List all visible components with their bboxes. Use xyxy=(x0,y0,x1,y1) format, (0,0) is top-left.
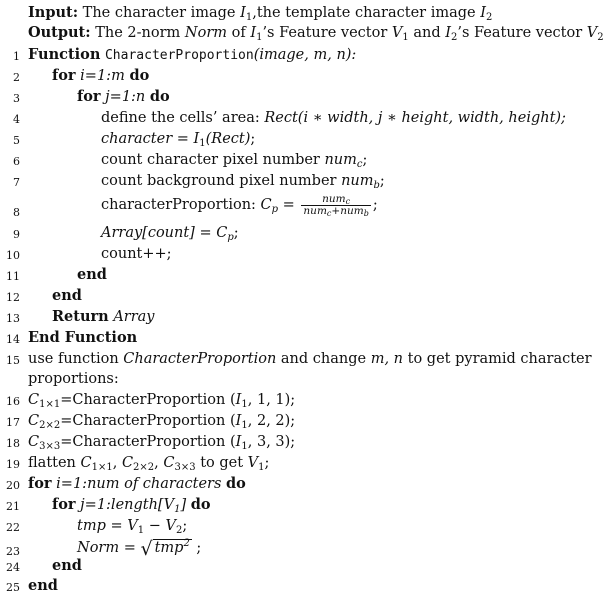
math-sub: c xyxy=(345,196,351,206)
punctuation: ; xyxy=(264,455,270,471)
input-var: I xyxy=(480,5,486,21)
math-sub: c xyxy=(326,208,332,218)
punctuation: ; xyxy=(182,518,188,534)
loop-condition-text: j=1:length[V xyxy=(80,497,175,513)
loop-condition-text: ] xyxy=(180,497,187,513)
keyword: for xyxy=(52,496,76,513)
statement-text: , 3, 3); xyxy=(247,434,296,450)
line-number: 4 xyxy=(13,113,20,126)
statement-text: define the cells’ area: xyxy=(101,110,265,126)
math-sub: 1 xyxy=(174,504,181,515)
math-var: V xyxy=(247,455,259,471)
operator: = xyxy=(105,518,128,534)
line-number: 13 xyxy=(6,312,20,325)
keyword: Function xyxy=(28,46,101,63)
math-sub: 1×1 xyxy=(91,462,113,473)
math-var: m, n xyxy=(370,351,404,367)
loop-condition: j=1:n xyxy=(105,89,146,105)
input-text: The character image xyxy=(82,5,241,21)
punctuation: ; xyxy=(362,152,368,168)
output-sub: 1 xyxy=(402,32,409,43)
line-number: 21 xyxy=(6,500,20,513)
math-var: C xyxy=(80,455,92,471)
math-sub: p xyxy=(271,204,279,215)
math-var: I xyxy=(235,413,242,429)
keyword: for xyxy=(52,67,76,84)
line-number: 7 xyxy=(13,176,20,189)
return-value: Array xyxy=(113,309,155,325)
math-var: num xyxy=(341,173,374,189)
math-var: C xyxy=(260,197,272,213)
math-sub: 1 xyxy=(241,399,248,410)
function-ref: CharacterProportion xyxy=(123,351,277,367)
output-text: of xyxy=(227,25,251,41)
keyword: for xyxy=(77,88,101,105)
output-text: ’s Feature vector xyxy=(457,25,587,41)
input-text: ,the template character image xyxy=(252,5,481,21)
statement-text: count background pixel number xyxy=(101,173,342,189)
input-var: I xyxy=(240,5,246,21)
math-var: C xyxy=(28,413,40,429)
math-var: character xyxy=(101,131,173,147)
function-args: (image, m, n): xyxy=(253,47,357,63)
line-number: 22 xyxy=(6,521,20,534)
math-expression: Array[count] xyxy=(101,225,195,241)
math-sub: p xyxy=(227,232,234,243)
math-sub: b xyxy=(373,180,380,191)
math-sub: 1 xyxy=(199,138,206,149)
math-var: I xyxy=(235,434,242,450)
output-var: Norm xyxy=(184,25,228,41)
math-var: num xyxy=(303,204,327,217)
line-number: 12 xyxy=(6,291,20,304)
math-var: tmp xyxy=(77,518,106,534)
radicand xyxy=(153,539,192,556)
operator: = xyxy=(172,131,194,147)
line-number: 14 xyxy=(6,333,20,346)
loop-condition: i=1:m xyxy=(80,68,125,84)
line-number: 17 xyxy=(6,416,20,429)
line-number: 3 xyxy=(13,92,20,105)
math-sub: 3×3 xyxy=(39,441,61,452)
keyword: do xyxy=(190,496,211,513)
math-var: I xyxy=(193,131,200,147)
math-sub: 3×3 xyxy=(174,462,196,473)
statement-text: flatten xyxy=(28,455,81,471)
output-text: and xyxy=(408,25,446,41)
keyword: do xyxy=(149,88,170,105)
output-text: ’s Feature vector xyxy=(262,25,392,41)
fraction xyxy=(301,194,370,217)
radical-sign: √ xyxy=(140,538,153,560)
line-number: 9 xyxy=(13,228,20,241)
line-number: 16 xyxy=(6,395,20,408)
math-var: V xyxy=(127,518,138,534)
line-number: 15 xyxy=(6,354,20,367)
math-var: C xyxy=(28,392,40,408)
math-sub: 1 xyxy=(241,441,248,452)
math-sup: 2 xyxy=(183,538,190,549)
line-number: 24 xyxy=(6,561,20,574)
statement-text: =CharacterProportion ( xyxy=(60,413,236,429)
operator: − xyxy=(144,518,166,534)
keyword: end xyxy=(52,557,82,574)
line-number: 2 xyxy=(13,71,20,84)
math-sub: 1 xyxy=(241,420,248,431)
statement-text: use function xyxy=(28,351,124,367)
keyword: End Function xyxy=(28,329,138,346)
output-var: I xyxy=(250,25,257,41)
math-var: num xyxy=(340,204,364,217)
keyword: end xyxy=(77,266,107,283)
math-sub: 2 xyxy=(175,525,183,536)
math-var: Norm xyxy=(77,540,120,556)
punctuation: ; xyxy=(250,131,256,147)
math-sub: b xyxy=(363,208,369,218)
math-var: C xyxy=(121,455,134,471)
line-number: 8 xyxy=(13,206,20,219)
loop-condition: i=1:num of characters xyxy=(56,476,222,492)
operator: = xyxy=(194,225,217,241)
math-expression: (Rect) xyxy=(205,131,251,147)
math-var: I xyxy=(235,392,242,408)
math-var: C xyxy=(163,455,175,471)
statement-text: , 1, 1); xyxy=(247,392,296,408)
math-sub: c xyxy=(356,159,363,170)
keyword: for xyxy=(28,475,52,492)
output-sub: 2 xyxy=(597,32,604,43)
math-expression: Rect(i ∗ width, j ∗ height, width, height); xyxy=(264,110,566,126)
line-number: 1 xyxy=(13,50,20,63)
statement-text: and change xyxy=(276,351,371,367)
statement-text: characterProportion: xyxy=(101,197,261,213)
output-var: I xyxy=(445,25,451,41)
line-number: 20 xyxy=(6,479,20,492)
statement-text: =CharacterProportion ( xyxy=(60,392,236,408)
math-var: num xyxy=(322,192,346,205)
math-var: V xyxy=(165,518,176,534)
output-sub: 1 xyxy=(256,32,263,43)
math-sub: 2×2 xyxy=(133,462,155,473)
statement-text: , 2, 2); xyxy=(247,413,296,429)
keyword: do xyxy=(226,475,246,492)
punctuation: , xyxy=(154,455,164,471)
punctuation: ; xyxy=(379,173,385,189)
statement-text: count++; xyxy=(101,246,172,262)
statement-text: to get pyramid character xyxy=(403,351,592,367)
function-name: CharacterProportion xyxy=(104,48,254,63)
math-sub: 2×2 xyxy=(39,420,61,431)
punctuation: ; xyxy=(372,197,378,213)
keyword: do xyxy=(129,67,150,84)
line-number: 19 xyxy=(6,458,20,471)
output-text: The 2-norm xyxy=(95,25,185,41)
input-label: Input: xyxy=(28,4,79,21)
line-number: 18 xyxy=(6,437,20,450)
punctuation: , xyxy=(112,455,122,471)
input-sub: 2 xyxy=(485,12,493,23)
keyword: Return xyxy=(52,308,109,325)
statement-text: proportions: xyxy=(28,371,119,387)
keyword: end xyxy=(52,287,82,304)
operator: = xyxy=(119,540,141,556)
math-sub: 1 xyxy=(258,462,265,473)
loop-condition xyxy=(80,497,186,513)
punctuation: ; xyxy=(191,540,202,556)
output-var: V xyxy=(586,25,598,41)
math-var: num xyxy=(324,152,357,168)
square-root xyxy=(140,537,191,560)
fraction-denominator xyxy=(301,206,370,217)
output-var: V xyxy=(391,25,403,41)
statement-text: count character pixel number xyxy=(101,152,325,168)
operator: = xyxy=(278,197,300,213)
math-sub: 1 xyxy=(137,525,145,536)
math-var: C xyxy=(28,434,40,450)
statement-text: =CharacterProportion ( xyxy=(60,434,236,450)
line-number: 10 xyxy=(6,249,20,262)
line-number: 11 xyxy=(6,270,20,283)
math-sub: 1×1 xyxy=(39,399,61,410)
output-label: Output: xyxy=(28,24,91,41)
keyword: end xyxy=(28,577,58,594)
line-number: 6 xyxy=(13,155,20,168)
math-var: tmp xyxy=(154,540,184,556)
line-number: 25 xyxy=(6,581,20,594)
line-number: 5 xyxy=(13,134,20,147)
punctuation: ; xyxy=(233,225,239,241)
input-sub: 1 xyxy=(245,12,253,23)
operator: + xyxy=(331,204,341,217)
line-number: 23 xyxy=(6,545,20,558)
output-sub: 2 xyxy=(450,32,458,43)
statement-text: to get xyxy=(195,455,248,471)
math-var: C xyxy=(216,225,228,241)
